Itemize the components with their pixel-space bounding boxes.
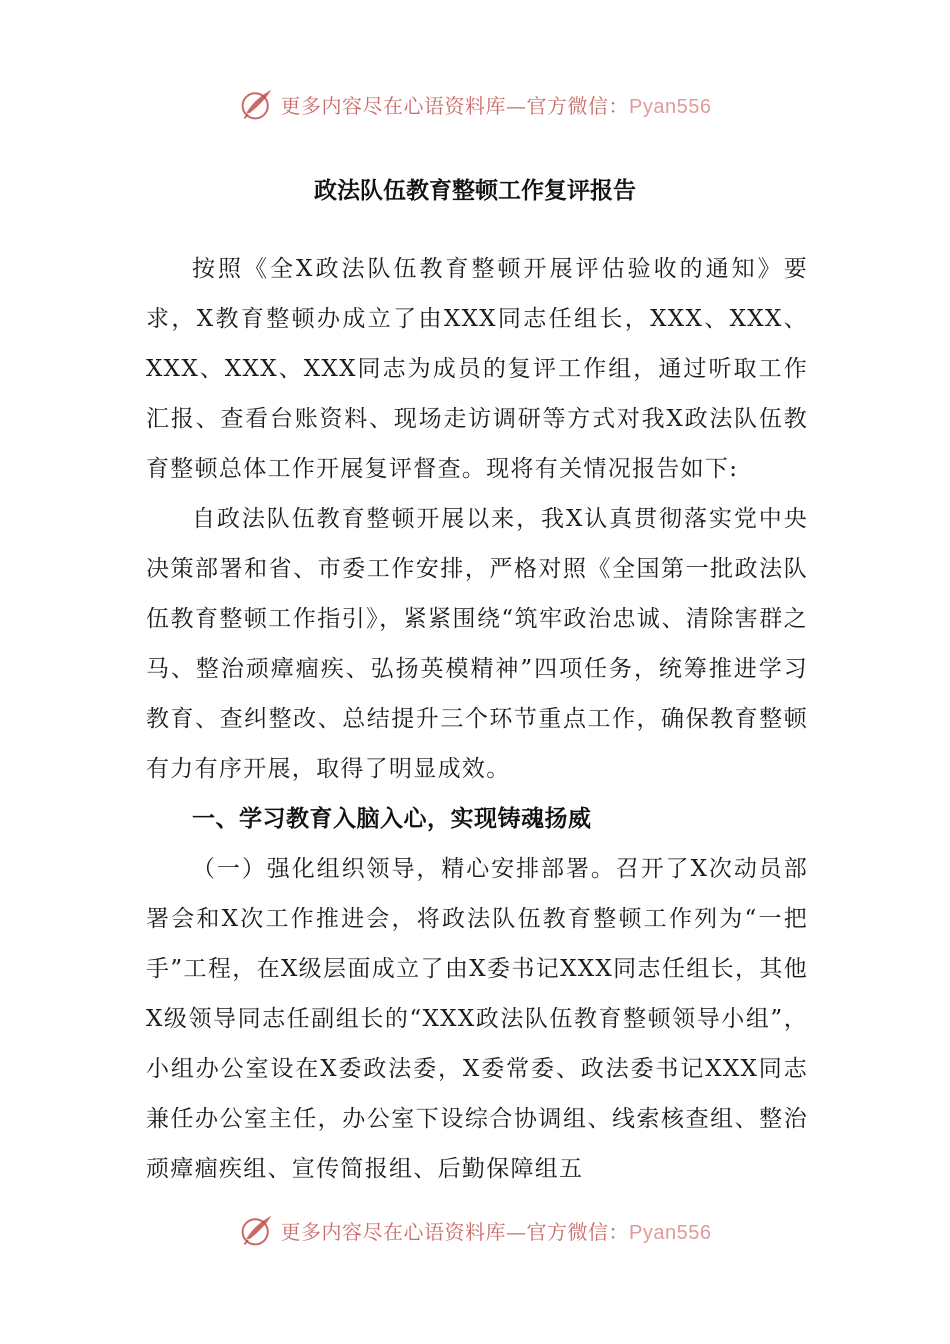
watermark-wechat-id: Pyan556	[629, 95, 712, 118]
quill-pen-circle-icon	[239, 1212, 275, 1248]
watermark-text: 更多内容尽在心语资料库—官方微信：Pyan556	[280, 93, 712, 118]
watermark-wechat-id: Pyan556	[629, 1221, 712, 1244]
quill-pen-circle-icon	[239, 86, 275, 122]
watermark-text: 更多内容尽在心语资料库—官方微信：Pyan556	[280, 1219, 712, 1244]
header-watermark	[0, 79, 950, 129]
paragraph-overview: 自政法队伍教育整顿开展以来，我X认真贯彻落实党中央决策部署和省、市委工作安排，严格对照《全国第一批政法队伍教育整顿工作指引》，紧紧围绕“筑牢政治忠诚、清除害群之马、整治顽瘴痼疾、弘扬英模精神”四项任务，统筹推进学习教育、查纠整改、总结提升三个环节重点工作，确保教育整顿有力有序开展，取得了明显成效。	[146, 506, 808, 782]
section-heading: 一、学习教育入脑入心，实现铸魂扬威	[192, 806, 592, 832]
document-title: 政法队伍教育整顿工作复评报告	[314, 177, 636, 204]
paragraph-section-1: （一）强化组织领导，精心安排部署。召开了X次动员部署会和X次工作推进会，将政法队伍教育整顿工作列为“一把手”工程，在X级层面成立了由X委书记XXX同志任组长，其他X级领导同志任副组长的“XXX政法队伍教育整顿领导小组”，小组办公室设在X委政法委，X委常委、政法委书记XXX同志兼任办公室主任，办公室下设综合协调组、线索核查组、整治顽瘴痼疾组、宣传简报组、后勤保障组五	[146, 856, 808, 1182]
document-body	[146, 244, 808, 1194]
paragraph-intro: 按照《全X政法队伍教育整顿开展评估验收的通知》要求，X教育整顿办成立了由XXX同志任组长，XXX、XXX、XXX、XXX、XXX同志为成员的复评工作组，通过听取工作汇报、查看台账资料、现场走访调研等方式对我X政法队伍教育整顿总体工作开展复评督查。现将有关情况报告如下:	[146, 256, 808, 482]
footer-watermark	[0, 1205, 950, 1255]
